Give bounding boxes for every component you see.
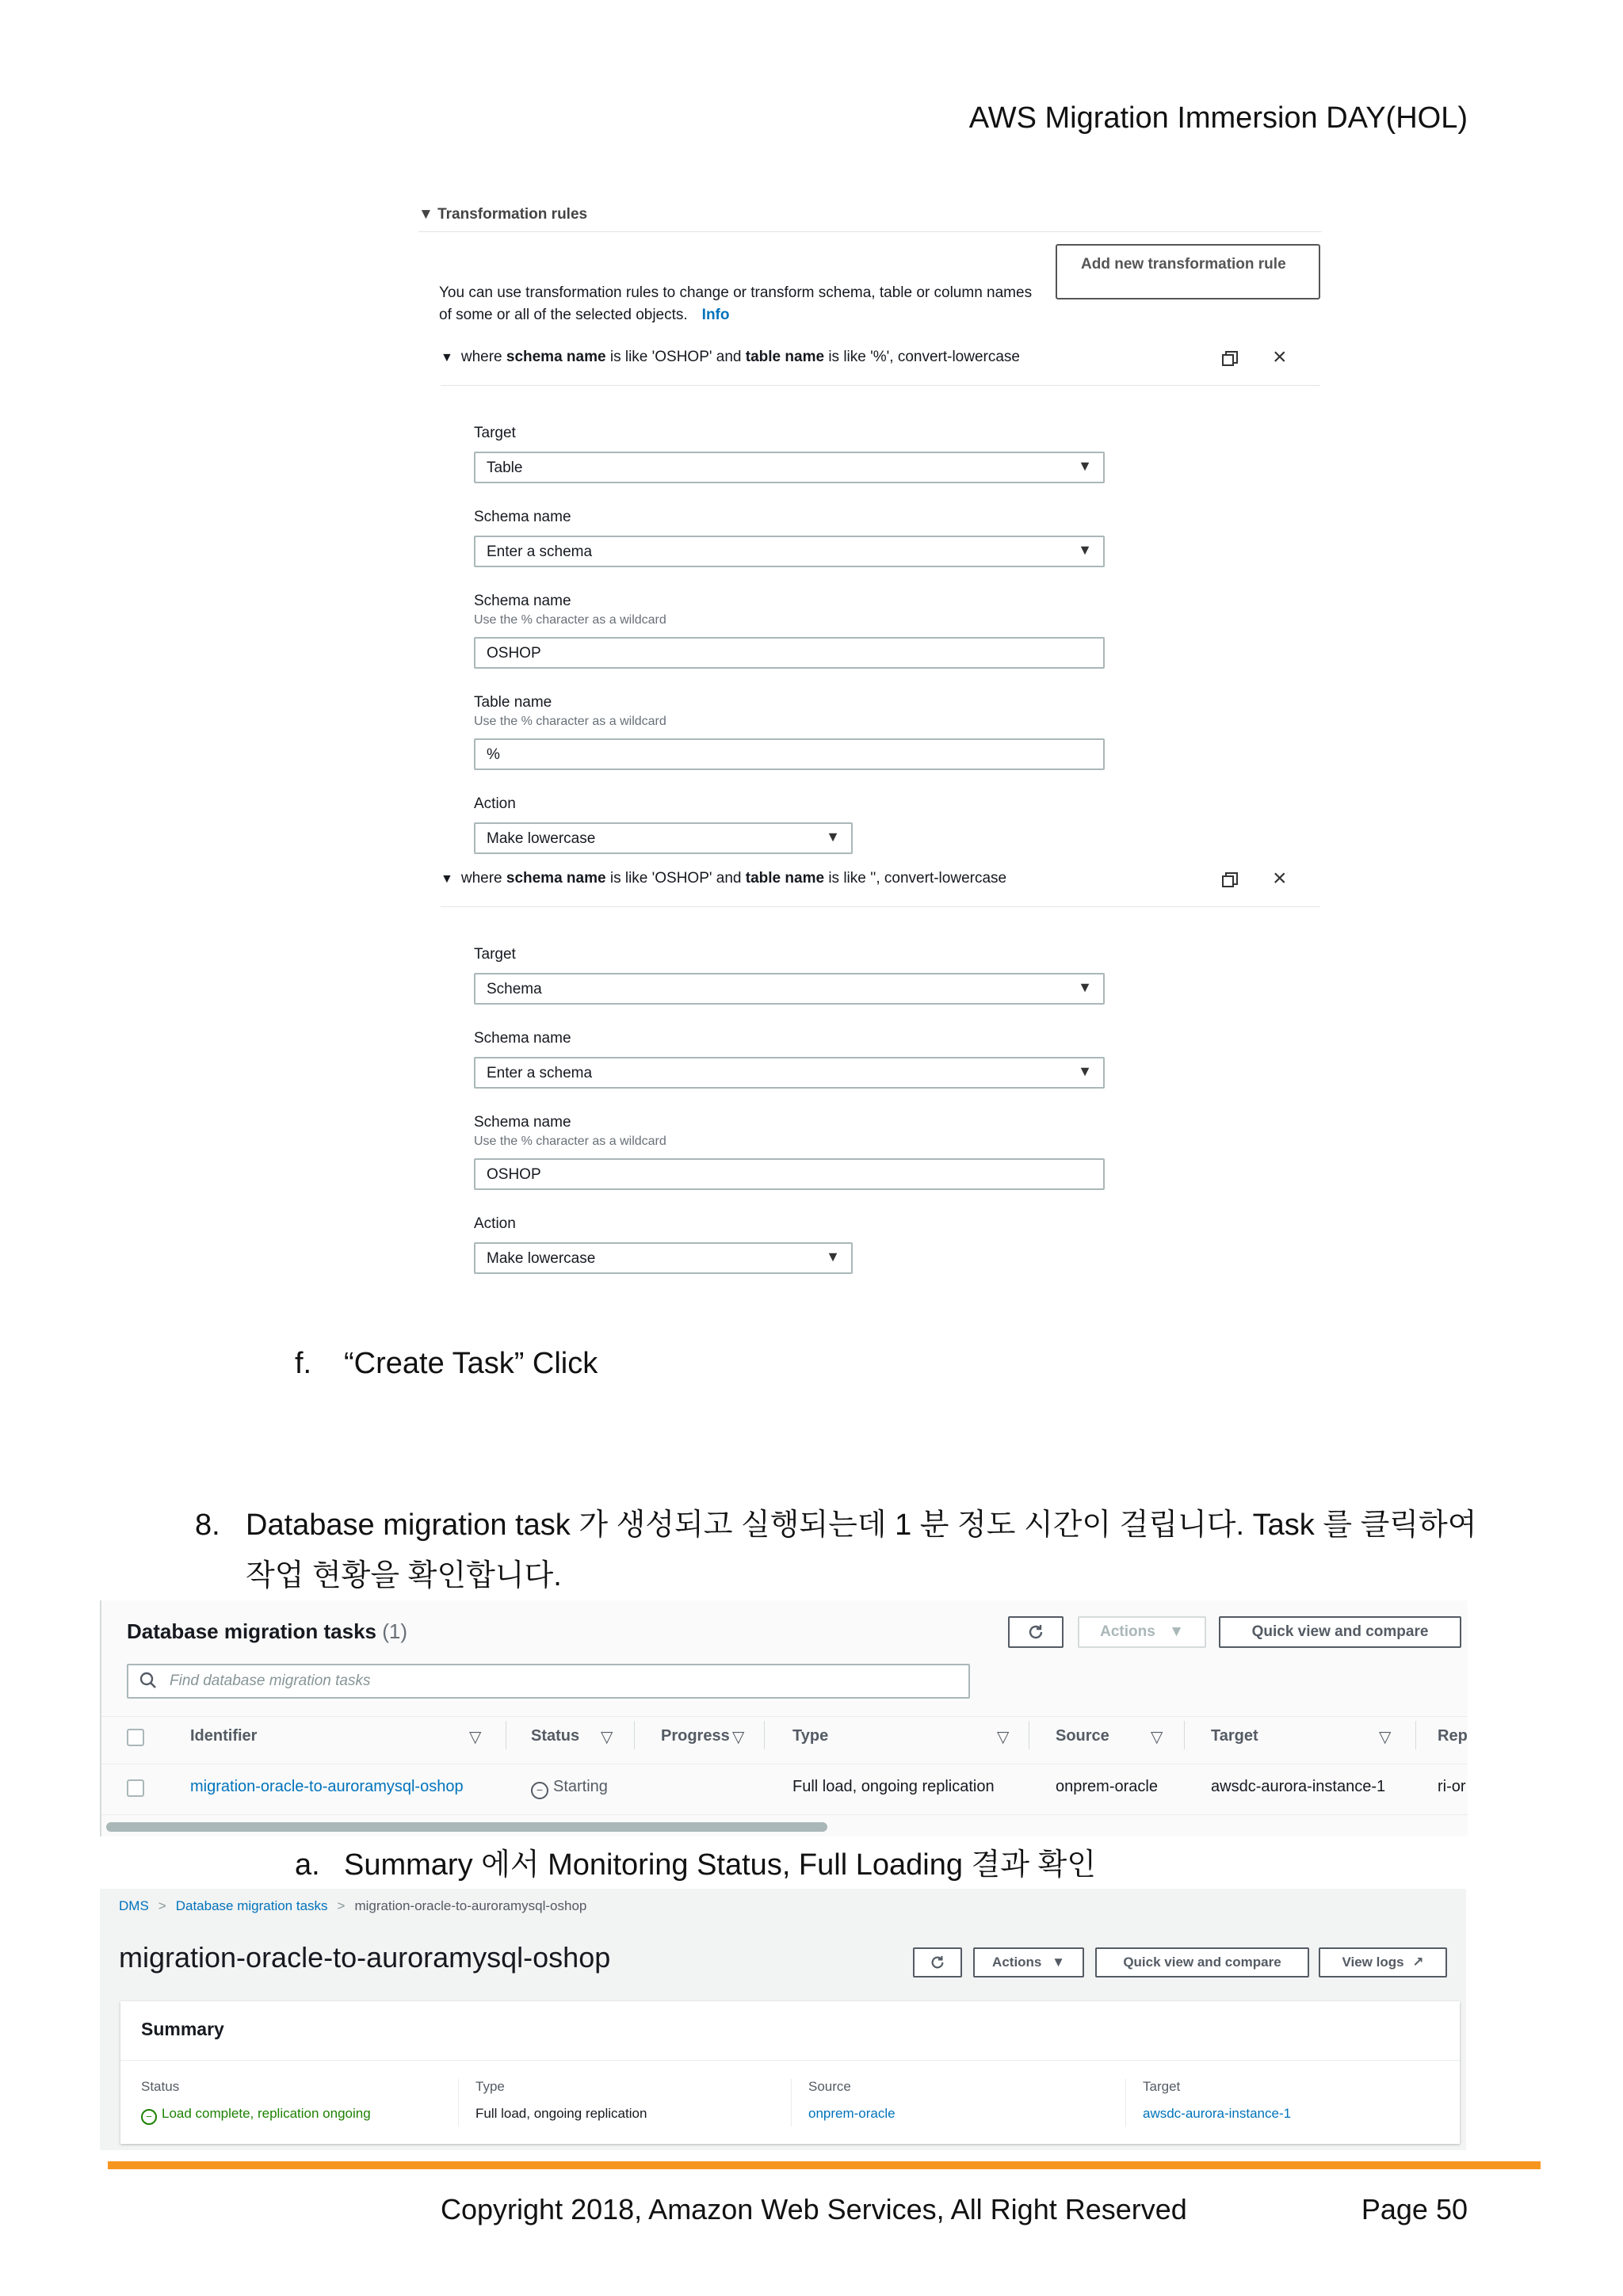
rule-2-header[interactable]	[441, 857, 1320, 907]
target-select[interactable]: Schema ▼	[474, 973, 1105, 1005]
section-title: Transformation rules	[437, 206, 588, 223]
step-a-number: a.	[295, 1848, 320, 1882]
dropdown-caret-icon: ▼	[826, 829, 840, 845]
page-title: migration-oracle-to-auroramysql-oshop	[119, 1941, 611, 1974]
column-separator	[764, 1721, 765, 1749]
caret-down-icon: ▼	[441, 872, 453, 886]
step-f	[295, 1347, 598, 1381]
add-transformation-rule-button[interactable]: Add new transformation rule	[1056, 244, 1320, 299]
table-name-label: Table name	[474, 694, 552, 711]
column-header-status[interactable]: Status	[531, 1727, 580, 1745]
sort-icon[interactable]: ▽	[1379, 1729, 1392, 1746]
dropdown-caret-icon: ▼	[1078, 542, 1092, 558]
target-field	[1143, 2079, 1291, 2122]
column-separator	[634, 1721, 635, 1749]
sort-icon[interactable]: ▽	[601, 1729, 613, 1746]
breadcrumb-dms[interactable]: DMS	[119, 1898, 149, 1913]
select-all-checkbox[interactable]	[127, 1729, 144, 1746]
description-text: You can use transformation rules to change or transform schema, table or column names of some or all of the selected objects.	[439, 284, 1033, 323]
divider	[101, 1716, 1468, 1717]
dropdown-caret-icon: ▼	[1052, 1955, 1065, 1970]
view-logs-button[interactable]: View logs ↗	[1319, 1947, 1447, 1978]
column-separator	[1184, 1721, 1185, 1749]
sort-icon[interactable]: ▽	[1151, 1729, 1163, 1746]
target-label: Target	[474, 425, 516, 441]
breadcrumb-current: migration-oracle-to-auroramysql-oshop	[354, 1898, 587, 1913]
source-link[interactable]: onprem-oracle	[808, 2106, 896, 2121]
column-header-identifier[interactable]: Identifier	[190, 1727, 258, 1745]
type-value: Full load, ongoing replication	[475, 2106, 647, 2121]
schema-name-input[interactable]: OSHOP	[474, 637, 1105, 669]
schema-select-label: Schema name	[474, 509, 571, 525]
step-f-text: “Create Task” Click	[344, 1347, 598, 1380]
refresh-icon	[930, 1955, 945, 1970]
close-icon[interactable]: ×	[1273, 865, 1287, 891]
breadcrumb	[119, 1898, 586, 1914]
summary-card	[120, 2001, 1460, 2144]
schema-name-hint: Use the % character as a wildcard	[474, 613, 666, 627]
sort-icon[interactable]: ▽	[469, 1729, 482, 1746]
tasks-title: Database migration tasks (1)	[127, 1619, 408, 1643]
table-name-hint: Use the % character as a wildcard	[474, 715, 666, 728]
column-header-progress[interactable]: Progress	[661, 1727, 730, 1745]
action-select[interactable]: Make lowercase ▼	[474, 822, 853, 854]
task-summary-panel	[100, 1889, 1466, 2150]
transformation-rules-heading[interactable]	[418, 206, 587, 223]
task-identifier-link[interactable]: migration-oracle-to-auroramysql-oshop	[190, 1778, 464, 1795]
status-field	[141, 2079, 371, 2125]
chevron-right-icon: >	[158, 1898, 166, 1913]
rule-1-header[interactable]	[441, 336, 1320, 386]
column-header-target[interactable]: Target	[1211, 1727, 1258, 1745]
caret-down-icon: ▼	[441, 351, 453, 364]
row-checkbox[interactable]	[127, 1779, 144, 1797]
task-rep: ri-or	[1438, 1778, 1466, 1795]
divider	[120, 2060, 1460, 2061]
quick-view-compare-button[interactable]: Quick view and compare	[1095, 1947, 1309, 1978]
transformation-rules-panel	[412, 200, 1323, 1301]
status-value: − Load complete, replication ongoing	[141, 2106, 371, 2125]
column-separator	[791, 2079, 792, 2126]
step-8-number: 8.	[195, 1508, 220, 1542]
column-separator	[1415, 1721, 1416, 1749]
sort-icon[interactable]: ▽	[997, 1729, 1010, 1746]
task-status: − Starting	[531, 1778, 608, 1799]
external-link-icon: ↗	[1412, 1955, 1424, 1970]
column-separator	[1125, 2079, 1126, 2126]
task-source: onprem-oracle	[1056, 1778, 1158, 1795]
target-select[interactable]: Table ▼	[474, 452, 1105, 483]
footer-copyright: Copyright 2018, Amazon Web Services, All Right Reserved	[441, 2193, 1187, 2225]
tasks-count: (1)	[382, 1619, 408, 1643]
dropdown-caret-icon: ▼	[1078, 979, 1092, 995]
close-icon[interactable]: ×	[1273, 344, 1287, 370]
dropdown-caret-icon: ▼	[826, 1249, 840, 1264]
summary-card-title: Summary	[141, 2019, 224, 2039]
source-field	[808, 2079, 896, 2122]
schema-name-label: Schema name	[474, 1114, 571, 1131]
step-8	[195, 1500, 1479, 1601]
type-field	[475, 2079, 647, 2122]
actions-button[interactable]: Actions ▼	[973, 1947, 1084, 1978]
dropdown-caret-icon: ▼	[1078, 1063, 1092, 1079]
task-target: awsdc-aurora-instance-1	[1211, 1778, 1386, 1795]
table-name-input[interactable]: %	[474, 738, 1105, 770]
search-icon	[139, 1672, 157, 1689]
breadcrumb-tasks[interactable]: Database migration tasks	[175, 1898, 328, 1913]
step-8-text: Database migration task 가 생성되고 실행되는데 1 분 정도 시간이 걸립니다. Task 를 클릭하여 작업 현황을 확인합니다.	[246, 1508, 1477, 1592]
footer-divider	[108, 2161, 1541, 2169]
step-a-text: Summary 에서 Monitoring Status, Full Loading 결과 확인	[344, 1848, 1096, 1882]
duplicate-icon[interactable]	[1221, 350, 1239, 368]
refresh-icon	[1027, 1623, 1044, 1641]
target-label: Target	[1143, 2079, 1181, 2094]
duplicate-icon[interactable]	[1221, 871, 1239, 889]
caret-down-icon: ▼	[418, 206, 433, 223]
task-type: Full load, ongoing replication	[792, 1778, 995, 1795]
column-separator	[458, 2079, 459, 2126]
step-a	[295, 1840, 1096, 1883]
schema-name-hint: Use the % character as a wildcard	[474, 1135, 666, 1148]
document-header-title: AWS Migration Immersion DAY(HOL)	[968, 101, 1468, 135]
rule-2-summary: ▼ where schema name is like 'OSHOP' and table name is like '', convert-lowercase	[441, 870, 1007, 887]
schema-select-label: Schema name	[474, 1030, 571, 1047]
info-link[interactable]: Info	[701, 307, 730, 323]
column-header-rep[interactable]: Rep	[1438, 1727, 1468, 1745]
actions-button[interactable]: Actions ▼	[1078, 1616, 1206, 1648]
migration-tasks-panel	[100, 1600, 1468, 1836]
schema-select[interactable]: Enter a schema ▼	[474, 1057, 1105, 1089]
dropdown-caret-icon: ▼	[1078, 458, 1092, 474]
sort-icon[interactable]: ▽	[732, 1729, 745, 1746]
column-header-source[interactable]: Source	[1056, 1727, 1109, 1745]
schema-name-input[interactable]: OSHOP	[474, 1158, 1105, 1190]
search-input[interactable]: Find database migration tasks	[127, 1664, 970, 1699]
type-label: Type	[475, 2079, 505, 2094]
success-icon: −	[141, 2109, 157, 2125]
action-select[interactable]: Make lowercase ▼	[474, 1242, 853, 1274]
chevron-right-icon: >	[337, 1898, 346, 1913]
target-link[interactable]: awsdc-aurora-instance-1	[1143, 2106, 1292, 2121]
step-f-number: f.	[295, 1347, 312, 1380]
status-label: Status	[141, 2079, 180, 2094]
action-label: Action	[474, 795, 516, 812]
refresh-button[interactable]	[1008, 1616, 1064, 1648]
page-number: Page 50	[1361, 2193, 1468, 2225]
dropdown-caret-icon: ▼	[1169, 1623, 1184, 1640]
divider	[418, 231, 1322, 232]
schema-select[interactable]: Enter a schema ▼	[474, 536, 1105, 567]
rule-1-summary: ▼ where schema name is like 'OSHOP' and table name is like '%', convert-lowercase	[441, 349, 1020, 365]
column-header-type[interactable]: Type	[792, 1727, 829, 1745]
refresh-button[interactable]	[913, 1947, 962, 1978]
pending-icon: −	[531, 1782, 548, 1799]
horizontal-scrollbar[interactable]	[106, 1822, 827, 1832]
schema-name-label: Schema name	[474, 593, 571, 609]
quick-view-compare-button[interactable]: Quick view and compare	[1219, 1616, 1461, 1648]
target-label: Target	[474, 946, 516, 963]
source-label: Source	[808, 2079, 851, 2094]
divider	[101, 1814, 1468, 1815]
action-label: Action	[474, 1215, 516, 1232]
section-description	[439, 282, 1041, 326]
